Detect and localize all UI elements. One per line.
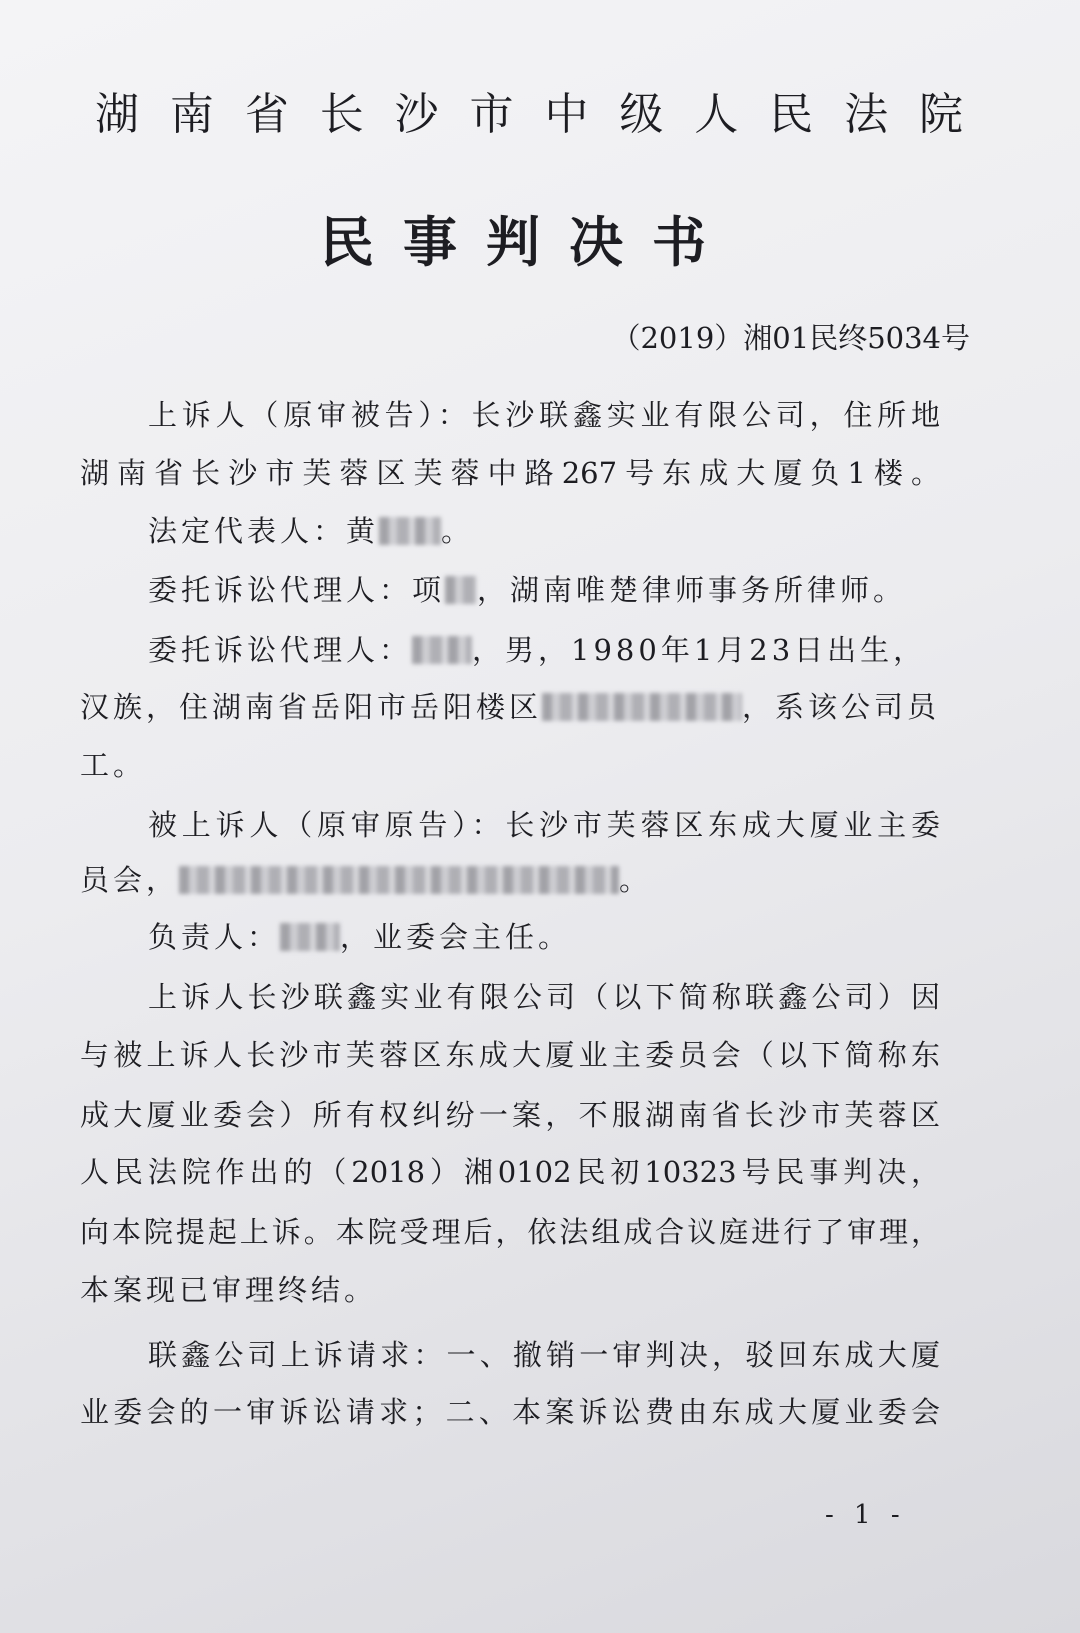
text: 法定代表人：黄 <box>148 514 380 548</box>
text: 委托诉讼代理人：项 <box>148 573 446 607</box>
appellant-line: 上诉人（原审被告）：长沙联鑫实业有限公司，住所地 <box>148 398 940 432</box>
text-line: 业委会的一审诉讼请求；二、本案诉讼费由东成大厦业委会 <box>80 1395 940 1429</box>
case-number: （2019）湘01民终5034号 <box>611 321 970 355</box>
redacted-name <box>412 636 472 664</box>
text-line: 联鑫公司上诉请求：一、撤销一审判决，驳回东成大厦 <box>148 1338 940 1372</box>
appellee-line: 被上诉人（原审原告）：长沙市芙蓉区东成大厦业主委 <box>148 808 940 842</box>
text: ，湖南唯楚律师事务所律师。 <box>477 573 907 607</box>
text: 汉族，住湖南省岳阳市岳阳楼区 <box>80 690 543 724</box>
person-in-charge <box>148 917 940 957</box>
text: ，男，1980年1月23日出生， <box>472 633 927 667</box>
court-name: 湖南省长沙市中级人民法院 <box>95 89 965 140</box>
document-type-title: 民事判决书 <box>320 210 710 274</box>
text: ，业委会主任。 <box>340 920 572 954</box>
text-line: 工。 <box>80 748 147 782</box>
text: ，系该公司员 <box>742 690 941 724</box>
redacted-address <box>179 866 619 894</box>
redacted-address <box>542 693 742 721</box>
text-line: 本案现已审理终结。 <box>80 1273 378 1307</box>
text: 委托诉讼代理人： <box>148 633 413 667</box>
text: 。 <box>441 514 475 548</box>
text: 负责人： <box>148 920 281 954</box>
page-number: - 1 - <box>825 1500 906 1530</box>
text-line: 人民法院作出的（2018）湘0102民初10323号民事判决， <box>80 1155 940 1189</box>
legal-representative <box>148 511 940 551</box>
agent-2-address <box>80 687 940 727</box>
agent-1 <box>148 570 940 610</box>
redacted-name <box>445 576 477 604</box>
text-line: 成大厦业委会）所有权纠纷一案，不服湖南省长沙市芙蓉区 <box>80 1098 940 1132</box>
appellee-address <box>80 860 940 900</box>
text: 。 <box>619 863 653 897</box>
text-line: 上诉人长沙联鑫实业有限公司（以下简称联鑫公司）因 <box>148 980 940 1014</box>
text: 员会， <box>80 863 180 897</box>
redacted-name <box>280 923 340 951</box>
text-line: 与被上诉人长沙市芙蓉区东成大厦业主委员会（以下简称东 <box>80 1038 940 1072</box>
appellant-address: 湖南省长沙市芙蓉区芙蓉中路267号东成大厦负1楼。 <box>80 456 940 490</box>
redacted-name <box>379 517 441 545</box>
agent-2 <box>148 630 940 670</box>
text-line: 向本院提起上诉。本院受理后，依法组成合议庭进行了审理， <box>80 1215 940 1249</box>
